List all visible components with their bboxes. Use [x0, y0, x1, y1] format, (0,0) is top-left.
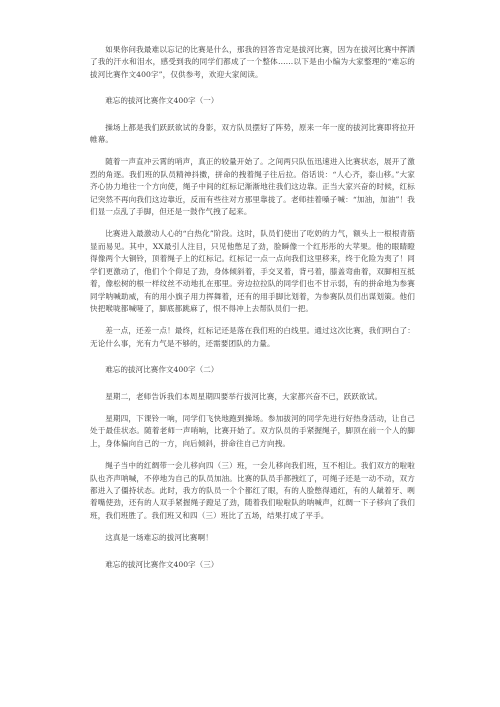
section-2-paragraph-3: 绳子当中的红绸带一会儿移向四（三）班，一会儿移向我们班，互不相让。我们双方的啦啦队也齐声呐喊，不停地为自己的队员加油。比赛的队员手都拽红了，可绳子还是一动不动，双方都进入了僵持状态。此时，我方的队员一个个都红了眼，有的人脸憋得通红，有的人龇着牙、咧着嘴使劲，还有的人双手紧握绳子蹬足了劲，随着我们啦啦队的呐喊声，红绸一下子移向了我们班，我们班胜了。我们班又和四（三）班比了五场，结果打成了平手。 [90, 461, 415, 520]
section-2-paragraph-2: 星期四，下课铃一响，同学们飞快地跑到操场。参加拔河的同学先进行好热身活动，让自己处于最佳状态。随着老师一声哨响，比赛开始了。双方队员的手紧握绳子，脚顶在前一个人的脚上，身体偏向自己的一方，向后倾斜，拼命往自己方向拽。 [90, 413, 415, 448]
section-1-paragraph-1: 操场上都是我们跃跃欲试的身影，双方队员摆好了阵势，原来一年一度的拔河比赛即将拉开帷幕。 [90, 122, 415, 145]
section-3-title: 难忘的拔河比赛作文400字（三） [105, 559, 219, 569]
section-1-title: 难忘的拔河比赛作文400字（一） [105, 96, 219, 106]
section-2-title: 难忘的拔河比赛作文400字（二） [105, 365, 219, 375]
section-1-paragraph-3: 比赛进入最激动人心的“白热化”阶段。这时，队员们使出了吃奶的力气，额头上一根根青筋显而易见。其中，XX最引人注目，只见他憋足了劲，脸瞬像一个红彤彤的大苹果。他的眼睛瞪得像两个大铜铃，顶着绳子上的红标记。红标记一点一点向我们这里移来，终于化险为夷了！同学们更激动了，他们个个仰足了劲，身体倾斜着，手交叉着，背弓着，膝盖弯曲着，双脚相互抵着，像松树的根一样纹丝不动地扎在那里。旁边拉拉队的同学们也不甘示弱，有的拼命地为参赛同学呐喊助威，有的用小旗子用力挥舞着，还有的用手脚比划着，为参赛队员们出谋划策。他们快把喉咙都喊哑了，脚底都跳麻了，恨不得冲上去帮队员们一把。 [90, 229, 415, 313]
section-2-paragraph-1: 星期二，老师告诉我们本周星期四要举行拔河比赛，大家都兴奋不已，跃跃欲试。 [105, 391, 383, 401]
section-1-paragraph-4: 差一点，还差一点！最终，红标记还是落在我们班的白线里。通过这次比赛，我们明白了：无论什么事，光有力气是不够的，还需要团队的力量。 [90, 326, 415, 348]
document-page [90, 44, 415, 585]
section-2-paragraph-4: 这真是一场难忘的拔河比赛啊！ [105, 533, 213, 543]
section-1-paragraph-2: 随着一声直冲云霄的哨声，真正的较量开始了。之间两只队伍迅速进入比赛状态，展开了激烈的角逐。我们班的队员精神抖擞，拼命的拽着绳子往后拉。俗话说：“人心齐，泰山移。”大家齐心协力地往一个方向使，绳子中间的红标记渐渐地往我们这边靠。正当大家兴奋的时候，红标记突然不再向我们这边靠近，反而有些往对方那里靠拢了。老师挂着嗓子喊：“加油，加油”！我们显一点乱了手脚，但还是一鼓作气拽了起来。 [90, 157, 415, 217]
intro-paragraph: 如果你问我最难以忘记的比赛是什么，那我的回答肯定是拔河比赛，因为在拔河比赛中挥洒了我的汗水和泪水，感受到我的同学们都成了一个整体……以下是由小编为大家整理的“难忘的拔河比赛作文400字”，仅供参考，欢迎大家阅读。 [90, 45, 415, 79]
